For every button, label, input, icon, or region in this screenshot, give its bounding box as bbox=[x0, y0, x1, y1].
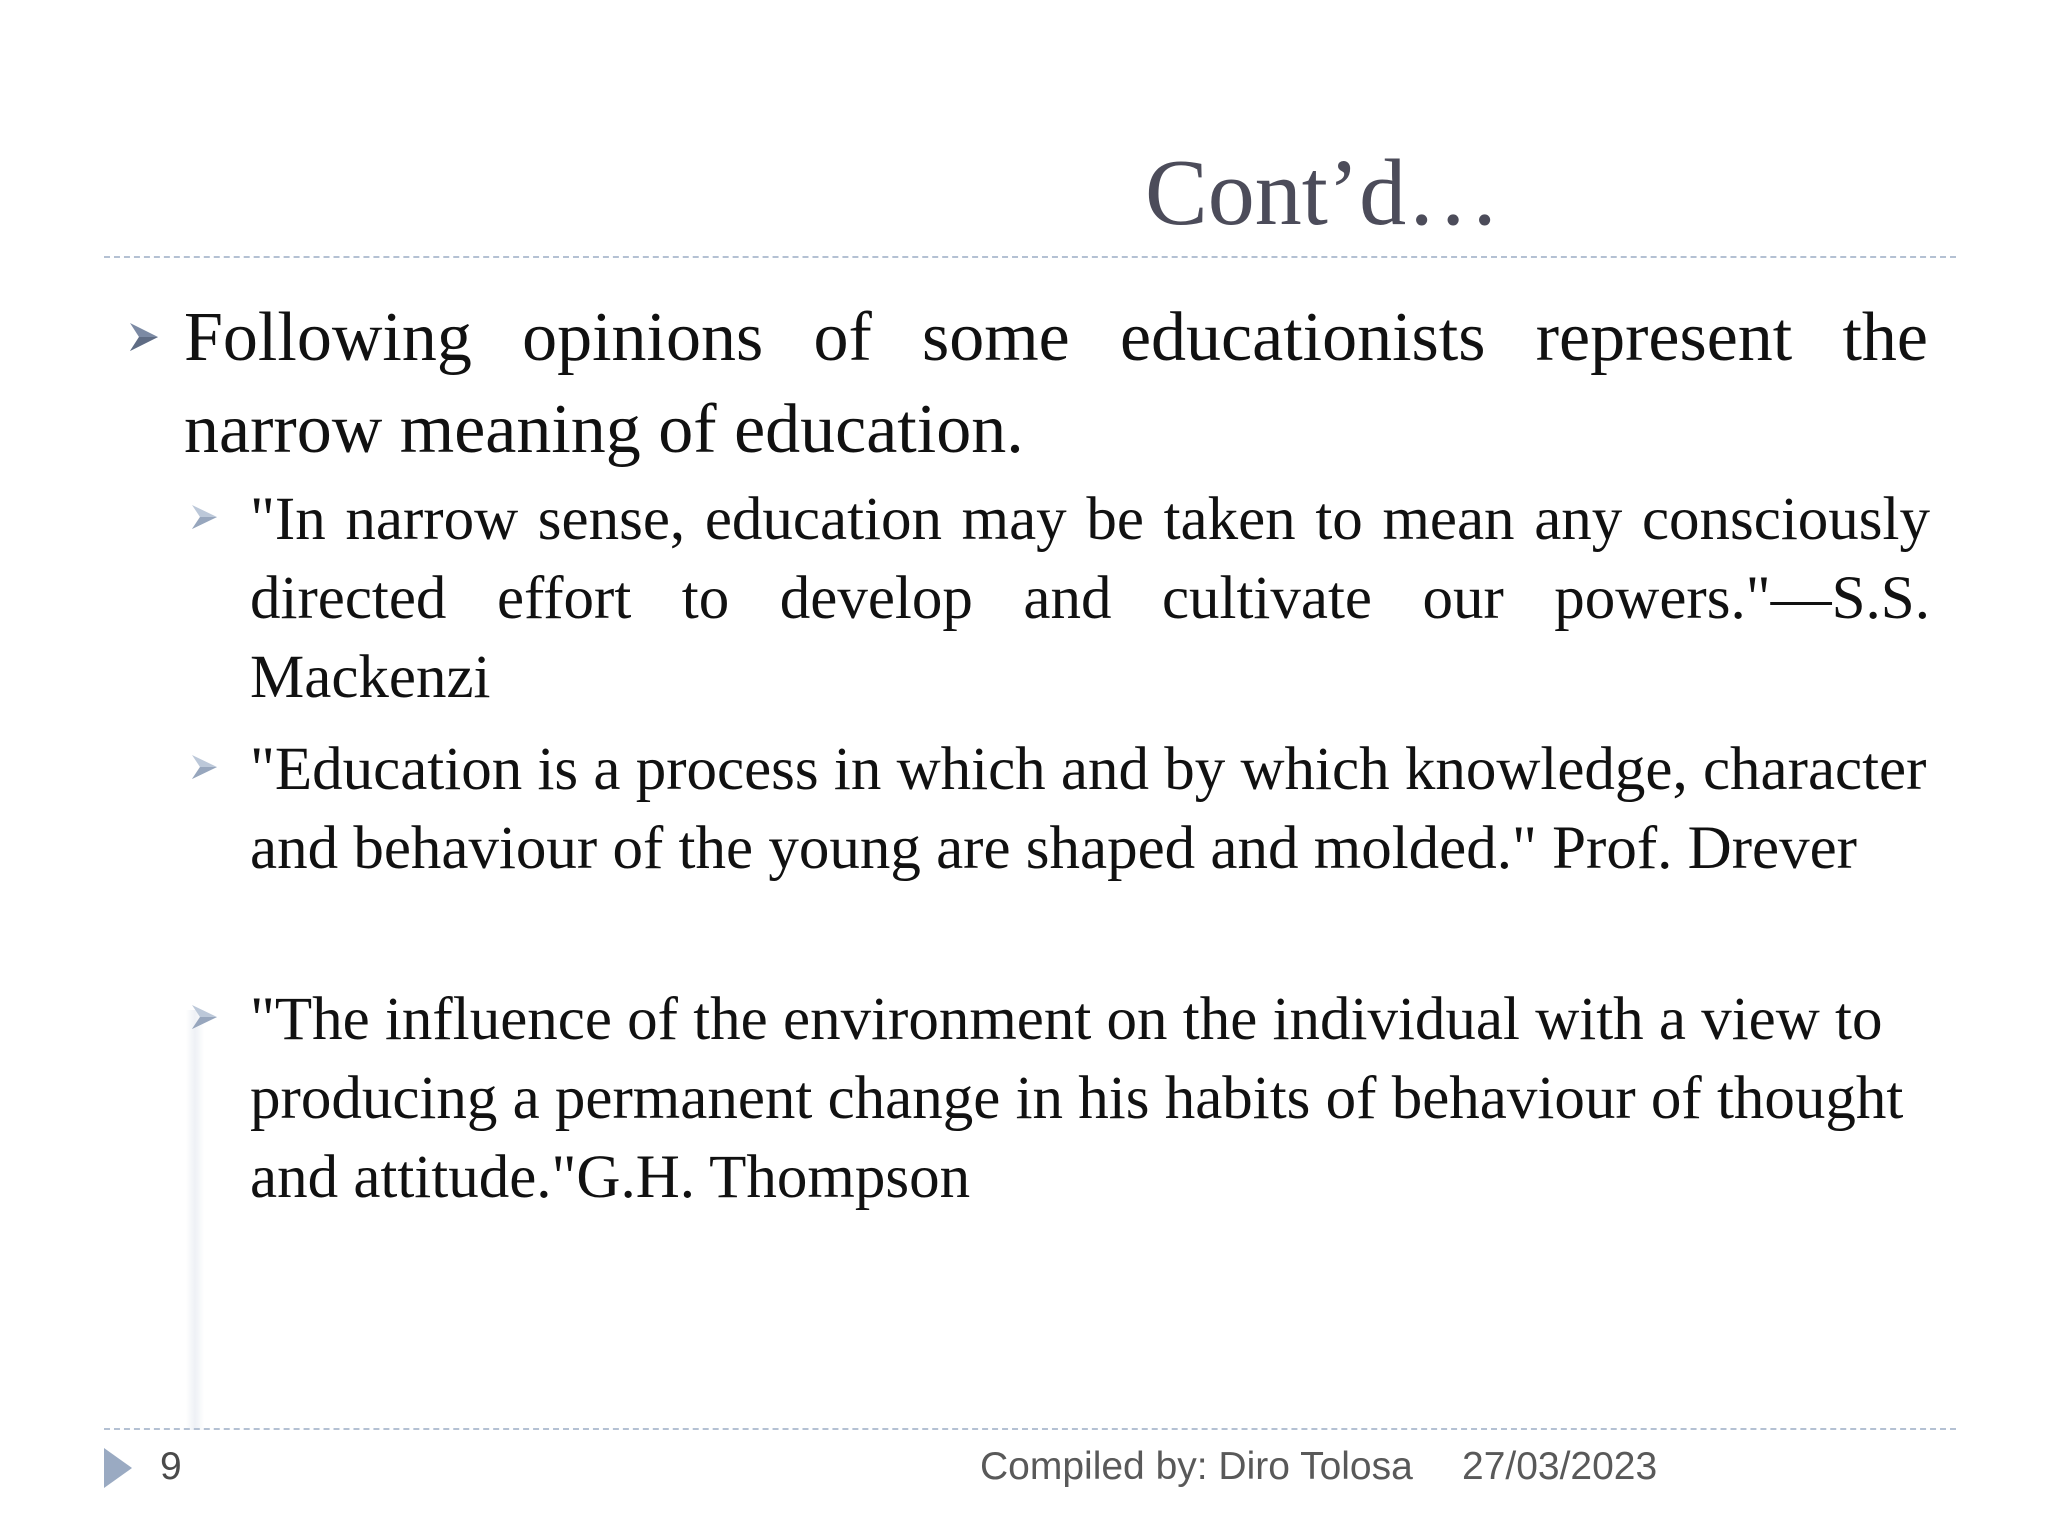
quote-text: "In narrow sense, education may be taken to mean any consciously directed effort to develop and cultivate our powers."—S.S. Mackenzi bbox=[250, 486, 1930, 711]
bullet-arrow-icon bbox=[190, 730, 250, 787]
sub-bullet-item bbox=[190, 730, 1930, 888]
bullet-arrow-icon bbox=[190, 980, 250, 1037]
bullet-arrow-icon bbox=[128, 292, 184, 410]
title-divider bbox=[104, 256, 1956, 258]
sub-bullet-item bbox=[190, 480, 1930, 717]
slide-title: Cont’d… bbox=[1145, 141, 1501, 245]
slide-footer bbox=[0, 1440, 2048, 1500]
footer-author: Compiled by: Diro Tolosa bbox=[980, 1445, 1413, 1488]
bullet-text: Following opinions of some educationists represent the narrow meaning of education. bbox=[184, 299, 1928, 468]
footer-date: 27/03/2023 bbox=[1462, 1445, 1658, 1488]
footer-divider bbox=[104, 1428, 1956, 1430]
quote-text: "The influence of the environment on the individual with a view to producing a permanent change in his habits of behaviour of thought and attitude."G.H. Thompson bbox=[250, 986, 1904, 1211]
quote-text: "Education is a process in which and by which knowledge, character and behaviour of the young are shaped and molded." Prof. Drever bbox=[250, 736, 1927, 882]
bullet-item bbox=[128, 292, 1930, 476]
bullet-arrow-icon bbox=[190, 480, 250, 537]
sub-bullet-item bbox=[190, 980, 1930, 1217]
triangle-right-icon bbox=[104, 1448, 132, 1493]
page-number: 9 bbox=[160, 1445, 182, 1488]
